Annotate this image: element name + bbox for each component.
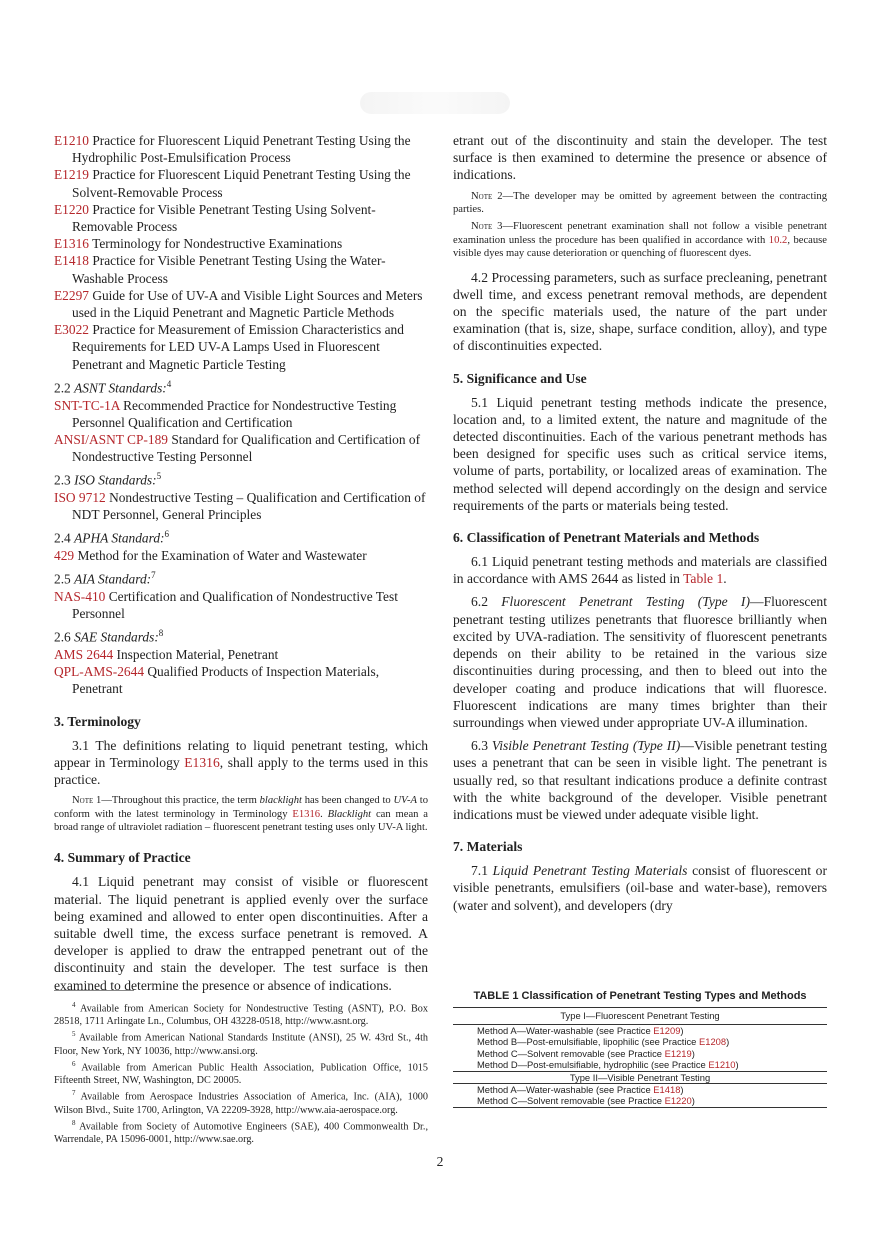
reference-item — [54, 166, 428, 200]
reference-title: Practice for Visible Penetrant Testing Using the Water-Washable Process — [72, 253, 386, 286]
table-body — [453, 1007, 827, 1108]
reference-code-link[interactable]: ANSI/ASNT CP-189 — [54, 431, 168, 447]
reference-code-link[interactable]: SNT-TC-1A — [54, 397, 120, 413]
reference-title: Practice for Visible Penetrant Testing Using Solvent-Removable Process — [72, 201, 376, 235]
table-practice-link[interactable]: E1418 — [653, 1084, 681, 1096]
reference-title: Qualified Products of Inspection Materials, Penetrant — [72, 664, 380, 697]
section-7-1: 7.1 Liquid Penetrant Testing Materials consist of fluorescent or visible penetrants, emulsifiers (oil-base and water-base), removers (water and solvent), and developers (dry — [453, 863, 827, 913]
reference-title: Practice for Measurement of Emission Characteristics and Requirements for LED UV-A Lamps Used in Fluorescent Penetrant and Magnetic Particle Testing — [72, 322, 404, 372]
footnote-4: $^4$ Available from American Society for Nondestructive Testing (ASNT), P.O. Box 28518, 1711 Arlingate Ln., Columbus, OH 43228-0518, http://www.asnt.org. — [54, 1001, 428, 1028]
table-practice-link[interactable]: E1219 — [664, 1047, 692, 1059]
table-type2-header: Type II—Visible Penetrant Testing — [453, 1071, 827, 1084]
reference-item — [54, 397, 428, 431]
section-6-heading: 6. Classification of Penetrant Materials and Methods — [453, 530, 760, 546]
table-caption: TABLE 1 Classification of Penetrant Testing Types and Methods — [473, 990, 807, 1002]
reference-item — [54, 489, 428, 523]
reference-title: Certification and Qualification of Nondestructive Test Personnel — [72, 588, 398, 622]
link-table-1[interactable]: Table 1 — [683, 571, 724, 587]
section-3-1: 3.1 The definitions relating to liquid penetrant testing, which appear in Terminology E1316, shall apply to the terms used in this practice. — [54, 737, 428, 788]
subsection-2-6: 2.6 SAE Standards:$^8$ — [54, 628, 164, 645]
reference-code-link[interactable]: E3022 — [54, 322, 89, 338]
aia-reference-list — [54, 588, 428, 622]
section-7-heading: 7. Materials — [453, 839, 523, 855]
reference-item — [54, 287, 428, 321]
section-4-1: 4.1 Liquid penetrant may consist of visible or fluorescent material. The liquid penetrant is applied evenly over the surface being examined and allowed to enter open discontinuities. After a suitable dwell time, the excess surface penetrant is removed. A developer is applied to draw the entrapped penetrant out of the discontinuity and stain the developer. The test surface is then examined to determine the presence or absence of indications. — [54, 874, 428, 993]
astm-reference-list — [54, 132, 428, 373]
reference-item — [54, 588, 428, 622]
subsection-2-3: 2.3 ISO Standards:$^5$ — [54, 471, 162, 488]
reference-title: Nondestructive Testing – Qualification and Certification of NDT Personnel, General Principles — [72, 490, 426, 523]
table-practice-link[interactable]: E1208 — [698, 1036, 727, 1048]
note-1: Note 1—Throughout this practice, the term blacklight has been changed to UV-A to conform with the latest terminology in Terminology E1316. Blacklight can mean a broad range of ultraviolet radiation – fluorescent penetrant testing uses only UV-A light. — [54, 795, 429, 834]
page-number: 2 — [436, 1154, 444, 1169]
footnote-7: $^7$ Available from Aerospace Industries Association of America, Inc. (AIA), 1000 Wilson Blvd., Suite 1700, Arlington, VA 22209-3928, http://www.aia-aerospace.org. — [54, 1089, 428, 1116]
asnt-reference-list — [54, 397, 428, 466]
reference-item — [54, 431, 428, 465]
section-4-2: 4.2 Processing parameters, such as surface precleaning, penetrant dwell time, and excess penetrant removal methods, are dependent on the specific materials used, the nature of the part under examination (that is, size, shape, surface condition, alloy), and type of discontinuities expected. — [453, 269, 827, 354]
reference-item — [54, 132, 428, 166]
footnote-8: $^8$ Available from Society of Automotive Engineers (SAE), 400 Commonwealth Dr., Warrendale, PA 15096-0001, http://www.sae.org. — [54, 1118, 428, 1145]
subsection-2-4: 2.4 APHA Standard:$^6$ — [54, 529, 169, 546]
table-type1-rows — [453, 1025, 827, 1071]
subsection-2-5: 2.5 AIA Standard:$^7$ — [54, 570, 156, 587]
reference-code-link[interactable]: E1316 — [54, 236, 89, 252]
link-10-2[interactable]: 10.2 — [768, 234, 788, 246]
table-type1-header: Type I—Fluorescent Penetrant Testing — [453, 1008, 827, 1025]
watermark-logo — [360, 92, 510, 114]
iso-reference-list — [54, 489, 428, 523]
reference-code-link[interactable]: E1210 — [54, 133, 89, 148]
reference-code-link[interactable]: E1418 — [54, 253, 89, 269]
footnote-5: $^5$ Available from American National Standards Institute (ANSI), 25 W. 43rd St., 4th Floor, New York, NY 10036, http://www.ansi.org. — [54, 1030, 428, 1057]
section-6-3: 6.3 Visible Penetrant Testing (Type II)—Visible penetrant testing uses a penetrant that can be seen in visible light. The penetrant is usually red, so that resultant indications produce a definite contrast with the white background of the developer. Visible penetrant indications must be viewed under adequate visible light. — [453, 738, 827, 822]
reference-item — [54, 646, 428, 663]
reference-code-link[interactable]: E1219 — [54, 167, 89, 183]
table-1 — [453, 990, 827, 1108]
section-6-2: 6.2 Fluorescent Penetrant Testing (Type I)—Fluorescent penetrant testing utilizes penetrants that fluoresce brilliantly when excited by UVA-radiation. The sensitivity of fluorescent penetrants depends on their ability to be retained in the various size discontinuities during processing, and then to bleed out into the developer coating and produce indications that will fluoresce. Fluorescent indications are many times brighter than their surroundings when viewed under appropriate UV-A illumination. — [453, 594, 828, 730]
footnotes — [54, 990, 428, 1146]
reference-title: Recommended Practice for Nondestructive Testing Personnel Qualification and Certification — [72, 397, 397, 430]
reference-title: Guide for Use of UV-A and Visible Light Sources and Meters used in the Liquid Penetrant and Magnetic Particle Methods — [72, 287, 423, 321]
reference-item — [54, 547, 428, 564]
reference-item — [54, 252, 428, 286]
table-practice-link[interactable]: E1220 — [664, 1095, 692, 1107]
section-5-1: 5.1 Liquid penetrant testing methods indicate the presence, location and, to a limited extent, the nature and magnitude of the detected discontinuities. Each of the various penetrant methods has been designed for specific uses such as critical service items, volume of parts, portability, or localized areas of examination. The method selected will depend accordingly on the design and service requirements of the parts or materials being tested. — [453, 394, 827, 513]
table-row: Method A—Water-washable (see Practice E1418) — [477, 1084, 684, 1096]
table-row: Method D—Post-emulsifiable, hydrophilic (see Practice E1210) — [477, 1059, 739, 1071]
reference-item — [54, 201, 428, 235]
footnote-rule — [54, 990, 134, 991]
note-2: Note 2—The developer may be omitted by agreement between the contracting parties. — [453, 190, 827, 216]
section-5-heading: 5. Significance and Use — [453, 370, 587, 386]
table-type2-rows — [453, 1084, 827, 1107]
section-4-1-continued: etrant out of the discontinuity and stain the developer. The test surface is then examined to determine the presence or absence of indications. — [453, 133, 827, 183]
reference-item — [54, 235, 428, 252]
left-column — [54, 132, 429, 993]
section-4-heading: 4. Summary of Practice — [54, 850, 191, 866]
reference-title: Inspection Material, Penetrant — [113, 647, 279, 663]
reference-title: Terminology for Nondestructive Examinations — [88, 236, 343, 252]
subsection-2-2: 2.2 ASNT Standards:$^4$ — [54, 378, 172, 396]
table-row: Method A—Water-washable (see Practice E1209) — [477, 1025, 684, 1036]
table-practice-link[interactable]: E1210 — [708, 1059, 736, 1071]
reference-code-link[interactable]: ISO 9712 — [54, 490, 106, 505]
table-practice-link[interactable]: E1209 — [653, 1025, 681, 1036]
reference-code-link[interactable]: NAS-410 — [54, 588, 106, 604]
reference-code-link[interactable]: E1220 — [54, 201, 89, 217]
link-e1316-note[interactable]: E1316 — [292, 808, 321, 820]
section-3-heading: 3. Terminology — [54, 713, 141, 729]
link-e1316[interactable]: E1316 — [184, 754, 220, 770]
table-row: Method C—Solvent removable (see Practice E1220) — [477, 1095, 695, 1107]
right-column — [453, 132, 827, 920]
reference-title: Standard for Qualification and Certification of Nondestructive Testing Personnel — [72, 431, 421, 465]
reference-item — [54, 663, 428, 697]
sae-reference-list — [54, 646, 428, 698]
section-6-1: 6.1 Liquid penetrant testing methods and materials are classified in accordance with AMS 2644 as listed in Table 1. — [453, 554, 827, 587]
reference-item — [54, 321, 428, 373]
reference-code-link[interactable]: E2297 — [54, 287, 89, 303]
note-3: Note 3—Fluorescent penetrant examination shall not follow a visible penetrant examination unless the procedure has been qualified in accordance with 10.2, because visible dyes may cause deterioration or quenching of fluorescent dyes. — [453, 221, 827, 260]
reference-title: Practice for Fluorescent Liquid Penetrant Testing Using the Hydrophilic Post-Emulsification Process — [72, 133, 411, 166]
reference-code-link[interactable]: 429 — [54, 548, 75, 564]
reference-code-link[interactable]: QPL-AMS-2644 — [54, 664, 145, 680]
reference-title: Practice for Fluorescent Liquid Penetrant Testing Using the Solvent-Removable Process — [72, 167, 411, 200]
table-row: Method C—Solvent removable (see Practice E1219) — [477, 1047, 695, 1059]
footnote-6: $^6$ Available from American Public Health Association, Publication Office, 1015 Fifteenth Street, NW, Washington, DC 20005. — [54, 1059, 428, 1087]
reference-code-link[interactable]: AMS 2644 — [54, 647, 114, 663]
apha-reference-list — [54, 547, 428, 564]
footnote-list — [54, 999, 428, 1146]
table-row: Method B—Post-emulsifiable, lipophilic (see Practice E1208) — [477, 1036, 730, 1048]
reference-title: Method for the Examination of Water and Wastewater — [74, 548, 367, 564]
